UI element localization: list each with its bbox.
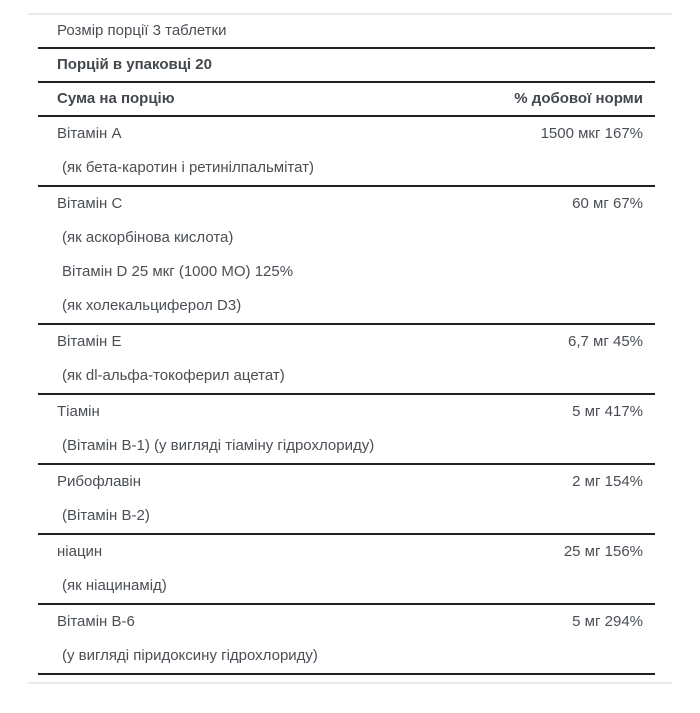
- nutrient-line: [38, 117, 655, 151]
- daily-value-header: % добової норми: [514, 90, 643, 107]
- nutrient-source: (як холекальциферол D3): [62, 297, 242, 314]
- nutrient-subline: [38, 639, 655, 673]
- table-row-vitamin-e: [38, 325, 655, 395]
- nutrient-subline: [38, 359, 655, 393]
- servings-per-container-row: [38, 49, 655, 83]
- servings-per-container-text: Порцій в упаковці 20: [57, 56, 212, 73]
- nutrient-source: (як ніацинамід): [62, 577, 167, 594]
- nutrient-line: [38, 395, 655, 429]
- nutrient-source: (у вигляді піридоксину гідрохлориду): [62, 647, 318, 664]
- table-row-niacin: [38, 535, 655, 605]
- nutrient-source: (Вітамін В-2): [62, 507, 150, 524]
- table-row-riboflavin: [38, 465, 655, 535]
- nutrient-source: (як dl-альфа-токоферил ацетат): [62, 367, 285, 384]
- nutrient-name: Вітамін В-6: [57, 613, 135, 630]
- nutrient-source: (як аскорбінова кислота): [62, 229, 234, 246]
- column-header-row: [38, 83, 655, 117]
- nutrient-amount: 25 мг 156%: [563, 543, 643, 560]
- nutrient-subline: [38, 289, 655, 323]
- amount-per-serving-header: Сума на порцію: [57, 90, 175, 107]
- nutrient-amount: 5 мг 294%: [572, 613, 643, 630]
- nutrient-name: Вітамін E: [57, 333, 122, 350]
- nutrient-line: [38, 535, 655, 569]
- nutrient-name: Вітамін A: [57, 125, 122, 142]
- nutrient-amount: 60 мг 67%: [572, 195, 643, 212]
- nutrient-line: [38, 465, 655, 499]
- supplement-facts-table: [28, 13, 672, 684]
- nutrient-amount: 1500 мкг 167%: [540, 125, 643, 142]
- nutrient-subline: [38, 221, 655, 255]
- table-row-thiamin: [38, 395, 655, 465]
- table-row-vitamin-b6: [38, 605, 655, 675]
- nutrient-subline: [38, 499, 655, 533]
- nutrient-line: [38, 605, 655, 639]
- nutrient-subline: [38, 569, 655, 603]
- serving-size-row: [38, 15, 655, 49]
- nutrient-subline: [38, 151, 655, 185]
- nutrient-name: Вітамін D 25 мкг (1000 МО) 125%: [62, 263, 294, 280]
- nutrient-amount: 5 мг 417%: [572, 403, 643, 420]
- nutrient-line: [38, 325, 655, 359]
- nutrient-line: [38, 187, 655, 221]
- nutrient-name: Тіамін: [57, 403, 100, 420]
- table-row-vitamin-c: [38, 187, 655, 325]
- nutrient-name: Рибофлавін: [57, 473, 142, 490]
- table-inner: [38, 15, 655, 675]
- table-row-vitamin-a: [38, 117, 655, 187]
- nutrient-source: (як бета-каротин і ретинілпальмітат): [62, 159, 315, 176]
- nutrient-source: (Вітамін В-1) (у вигляді тіаміну гідрохлориду): [62, 437, 375, 454]
- nutrient-amount: 2 мг 154%: [572, 473, 643, 490]
- nutrient-name: Вітамін C: [57, 195, 123, 212]
- serving-size-text: Розмір порції 3 таблетки: [57, 22, 227, 39]
- nutrient-name: ніацин: [57, 543, 103, 560]
- nutrient-subline: [38, 429, 655, 463]
- nutrient-subline-vitamin-d: [38, 255, 655, 289]
- nutrient-amount: 6,7 мг 45%: [568, 333, 643, 350]
